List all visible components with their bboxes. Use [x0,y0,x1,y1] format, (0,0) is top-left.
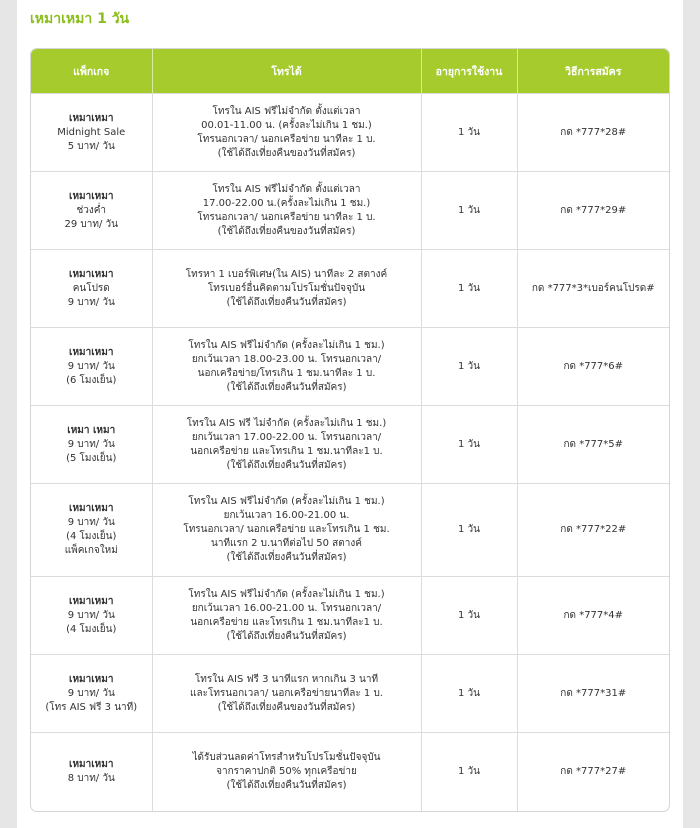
cell-package [31,733,152,811]
cell-subscribe-code: กด *777*22# [517,484,669,577]
call-detail-line: (ใช้ได้ถึงเที่ยงคืนของวันที่สมัคร) [217,701,356,713]
cell-subscribe-code: กด *777*28# [517,94,669,172]
package-name: เหมาเหมา [69,673,114,685]
cell-call-details [152,406,421,484]
cell-subscribe-code: กด *777*4# [517,577,669,655]
package-name: เหมาเหมา [69,758,114,770]
call-detail-line: นอกเครือข่าย และโทรเกิน 1 ชม.นาทีละ1 บ. [190,616,383,628]
cell-validity: 1 วัน [421,172,517,250]
table-row [31,733,669,811]
call-detail-line: โทรใน AIS ฟรี 3 นาทีแรก หากเกิน 3 นาที [194,673,379,685]
call-detail-line: ยกเว้นเวลา 18.00-23.00 น. โทรนอกเวลา/ [191,353,382,365]
package-detail: ช่วงค่ำ [76,204,107,216]
cell-package [31,484,152,577]
call-detail-line: โทรใน AIS ฟรีไม่จำกัด (ครั้งละไม่เกิน 1 ชม.) [188,588,385,600]
call-detail-line: ยกเว้นเวลา 17.00-22.00 น. โทรนอกเวลา/ [191,431,382,443]
call-detail-line: โทรนอกเวลา/ นอกเครือข่าย นาทีละ 1 บ. [197,211,376,223]
call-detail-line: (ใช้ได้ถึงเที่ยงคืนวันที่สมัคร) [226,630,347,642]
header-validity: อายุการใช้งาน [421,49,517,94]
cell-validity: 1 วัน [421,328,517,406]
cell-validity: 1 วัน [421,733,517,811]
call-detail-line: ยกเว้นเวลา 16.00-21.00 น. โทรนอกเวลา/ [191,602,382,614]
cell-package [31,577,152,655]
call-detail-line: (ใช้ได้ถึงเที่ยงคืนวันที่สมัคร) [226,459,347,471]
call-detail-line: โทรใน AIS ฟรี ไม่จำกัด (ครั้งละไม่เกิน 1 ชม.) [186,417,387,429]
cell-call-details [152,250,421,328]
call-detail-line: โทรใน AIS ฟรีไม่จำกัด ตั้งแต่เวลา [212,183,361,195]
cell-package [31,406,152,484]
page-title: เหมาเหมา 1 วัน [30,11,130,27]
cell-package [31,94,152,172]
cell-call-details [152,484,421,577]
call-detail-line: (ใช้ได้ถึงเที่ยงคืนของวันที่สมัคร) [217,147,356,159]
package-table [31,49,669,811]
package-name: เหมาเหมา [69,346,114,358]
call-detail-line: โทรใน AIS ฟรีไม่จำกัด ตั้งแต่เวลา [212,105,361,117]
call-detail-line: นาทีแรก 2 บ.นาทีต่อไป 50 สตางค์ [211,538,362,549]
call-detail-line: โทรนอกเวลา/ นอกเครือข่าย และโทรเกิน 1 ชม. [183,524,390,535]
cell-call-details [152,172,421,250]
call-detail-line: และโทรนอกเวลา/ นอกเครือข่ายนาทีละ 1 บ. [190,687,383,699]
call-detail-line: โทรหา 1 เบอร์พิเศษ(ใน AIS) นาทีละ 2 สตางค์ [185,268,388,280]
package-detail: 9 บาท/ วัน [67,687,115,699]
cell-call-details [152,733,421,811]
call-detail-line: ได้รับส่วนลดค่าโทรสำหรับโปรโมชั่นปัจจุบัน [192,751,381,763]
call-detail-line: นอกเครือข่าย/โทรเกิน 1 ชม.นาทีละ 1 บ. [197,367,376,379]
table-row [31,172,669,250]
table-row [31,655,669,733]
package-detail: (โทร AIS ฟรี 3 นาที) [45,701,138,713]
call-detail-line: โทรนอกเวลา/ นอกเครือข่าย นาทีละ 1 บ. [197,133,376,145]
call-detail-line: (ใช้ได้ถึงเที่ยงคืนวันที่สมัคร) [226,381,347,393]
cell-call-details [152,328,421,406]
package-name: เหมาเหมา [69,503,114,514]
package-detail: (6 โมงเย็น) [66,374,117,386]
package-name: เหมา เหมา [67,424,116,436]
cell-package [31,655,152,733]
package-detail: (4 โมงเย็น) [66,531,117,542]
package-detail: (5 โมงเย็น) [66,452,117,464]
package-name: เหมาเหมา [69,112,114,124]
cell-validity: 1 วัน [421,94,517,172]
package-detail: 9 บาท/ วัน [67,609,115,621]
package-detail: 9 บาท/ วัน [67,296,115,308]
call-detail-line: 00.01-11.00 น. (ครั้งละไม่เกิน 1 ชม.) [201,119,372,131]
cell-subscribe-code: กด *777*31# [517,655,669,733]
call-detail-line: โทรใน AIS ฟรีไม่จำกัด (ครั้งละไม่เกิน 1 ชม.) [188,496,385,507]
cell-validity: 1 วัน [421,655,517,733]
cell-subscribe-code: กด *777*29# [517,172,669,250]
package-detail: 29 บาท/ วัน [64,218,118,230]
cell-package [31,172,152,250]
cell-subscribe-code: กด *777*6# [517,328,669,406]
call-detail-line: นอกเครือข่าย และโทรเกิน 1 ชม.นาทีละ1 บ. [190,445,383,457]
cell-package [31,250,152,328]
cell-subscribe-code: กด *777*3*เบอร์คนโปรด# [517,250,669,328]
cell-call-details [152,94,421,172]
package-detail: 9 บาท/ วัน [67,438,115,450]
cell-subscribe-code: กด *777*27# [517,733,669,811]
cell-validity: 1 วัน [421,406,517,484]
package-name: เหมาเหมา [69,268,114,280]
package-detail: คนโปรด [72,282,110,294]
call-detail-line: (ใช้ได้ถึงเที่ยงคืนวันที่สมัคร) [226,779,347,791]
table-row [31,94,669,172]
table-row [31,577,669,655]
call-detail-line: 17.00-22.00 น.(ครั้งละไม่เกิน 1 ชม.) [202,197,371,209]
cell-validity: 1 วัน [421,484,517,577]
package-detail: 9 บาท/ วัน [67,517,115,528]
package-detail: 9 บาท/ วัน [67,360,115,372]
call-detail-line: โทรใน AIS ฟรีไม่จำกัด (ครั้งละไม่เกิน 1 ชม.) [188,339,385,351]
package-detail: 5 บาท/ วัน [67,140,115,152]
call-detail-line: จากราคาปกติ 50% ทุกเครือข่าย [216,765,357,777]
cell-package [31,328,152,406]
cell-subscribe-code: กด *777*5# [517,406,669,484]
table-header-row [31,49,669,94]
package-table-container [30,48,670,812]
call-detail-line: (ใช้ได้ถึงเที่ยงคืนวันที่สมัคร) [226,552,347,563]
table-row [31,250,669,328]
header-subscribe: วิธีการสมัคร [517,49,669,94]
header-call: โทรได้ [152,49,421,94]
call-detail-line: โทรเบอร์อื่นคิดตามโปรโมชั่นปัจจุบัน [207,282,366,294]
cell-validity: 1 วัน [421,250,517,328]
table-row [31,484,669,577]
call-detail-line: (ใช้ได้ถึงเที่ยงคืนของวันที่สมัคร) [217,225,356,237]
table-row [31,406,669,484]
table-row [31,328,669,406]
package-name: เหมาเหมา [69,595,114,607]
package-detail: Midnight Sale [57,126,126,138]
cell-validity: 1 วัน [421,577,517,655]
package-name: เหมาเหมา [69,190,114,202]
package-detail: แพ็คเกจใหม่ [64,545,118,556]
header-package: แพ็กเกจ [31,49,152,94]
call-detail-line: ยกเว้นเวลา 16.00-21.00 น. [223,510,350,521]
call-detail-line: (ใช้ได้ถึงเที่ยงคืนวันที่สมัคร) [226,296,347,308]
package-detail: 8 บาท/ วัน [67,772,115,784]
cell-call-details [152,655,421,733]
package-detail: (4 โมงเย็น) [66,623,117,635]
cell-call-details [152,577,421,655]
